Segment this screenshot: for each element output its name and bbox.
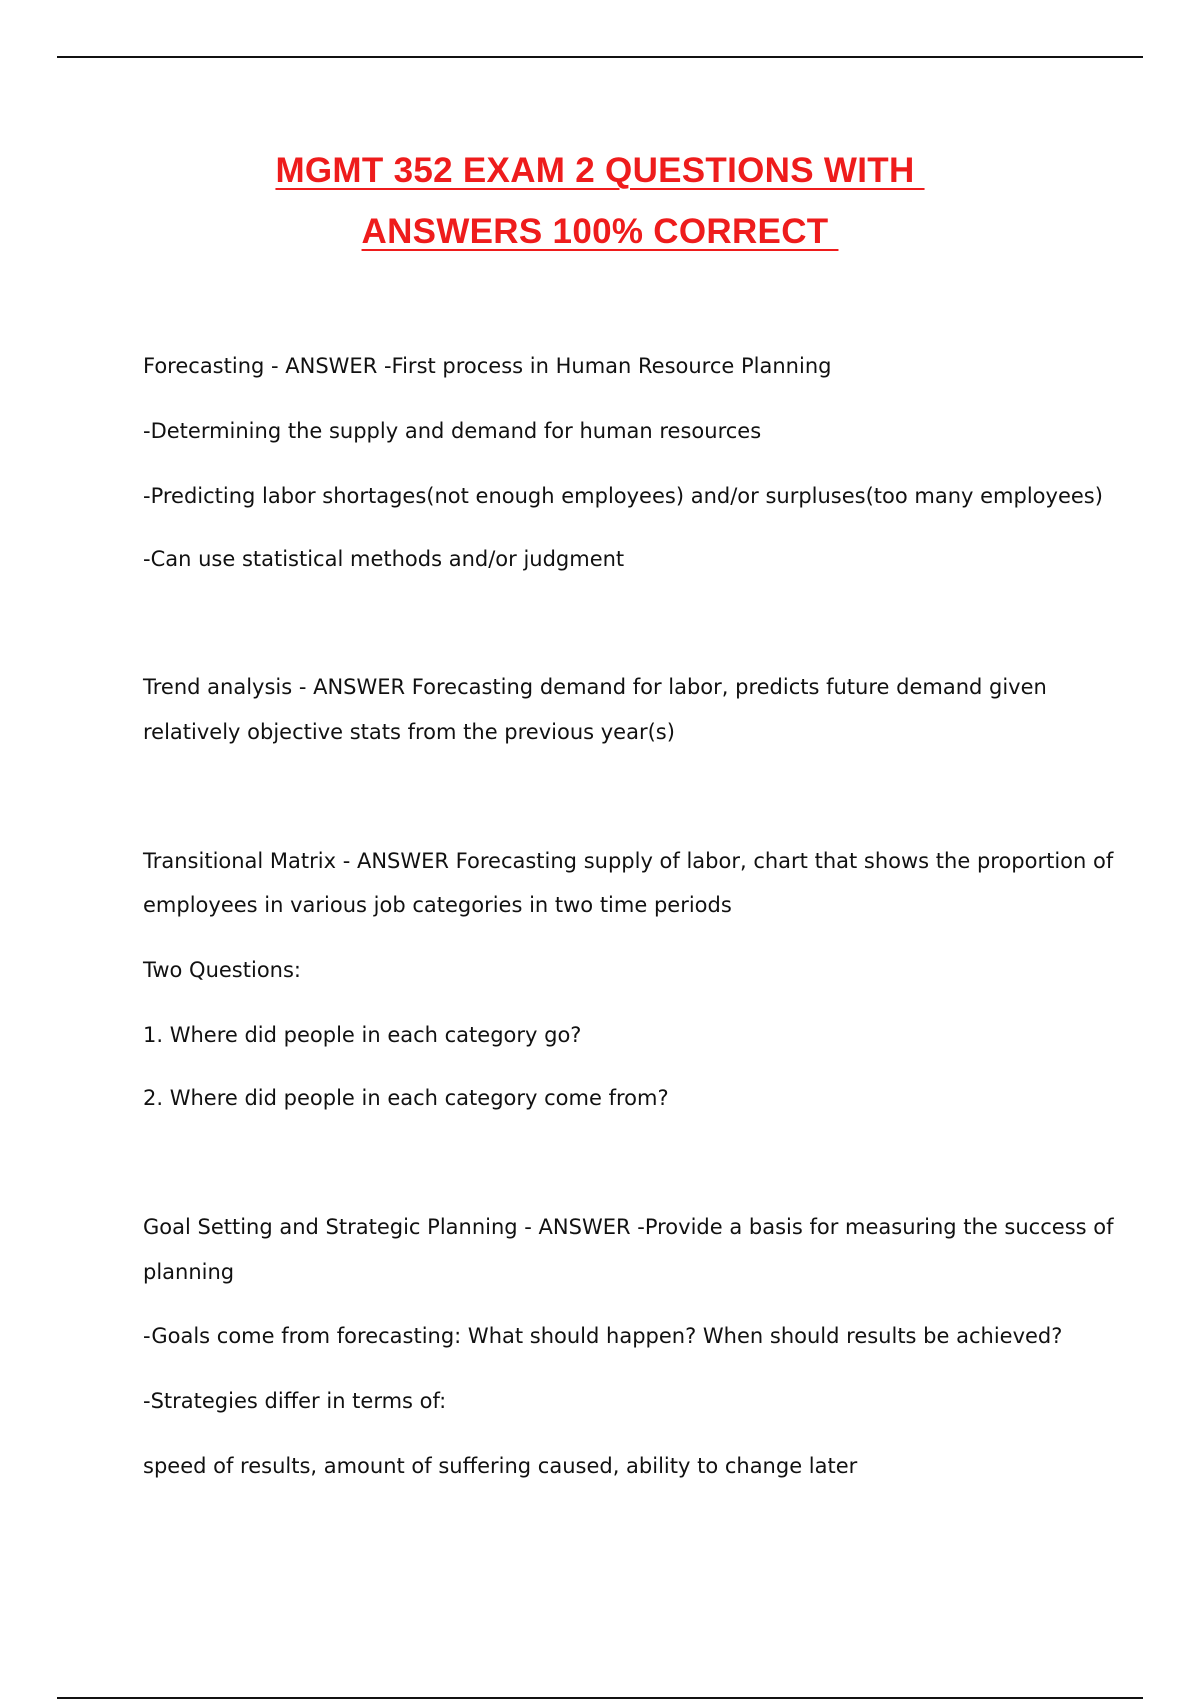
entry-line: 2. Where did people in each category come from? (143, 1086, 669, 1110)
top-rule (57, 56, 1143, 58)
entry-line: Goal Setting and Strategic Planning - ANSWER -Provide a basis for measuring the success of (143, 1215, 1114, 1239)
entry-line: Transitional Matrix - ANSWER Forecasting supply of labor, chart that shows the proportion of (143, 849, 1114, 873)
entry-line: -Goals come from forecasting: What should happen? When should results be achieved? (143, 1324, 1063, 1348)
title-line-1: MGMT 352 EXAM 2 QUESTIONS WITH (275, 151, 925, 190)
entry-line: Two Questions: (143, 958, 301, 982)
entry-line: employees in various job categories in two time periods (143, 893, 732, 917)
entry-line: -Predicting labor shortages(not enough employees) and/or surpluses(too many employees) (143, 484, 1103, 508)
document-title (0, 140, 1200, 262)
entry-line: -Determining the supply and demand for human resources (143, 419, 762, 443)
entry-line: planning (143, 1260, 235, 1284)
bottom-rule (57, 1697, 1143, 1699)
entry-line: Trend analysis - ANSWER Forecasting demand for labor, predicts future demand given (143, 675, 1047, 699)
entry-line: speed of results, amount of suffering caused, ability to change later (143, 1454, 858, 1478)
entry-line: Forecasting - ANSWER -First process in Human Resource Planning (143, 354, 832, 378)
entry-line: -Strategies differ in terms of: (143, 1389, 447, 1413)
title-line-2: ANSWERS 100% CORRECT (361, 212, 839, 251)
entry-line: 1. Where did people in each category go? (143, 1023, 582, 1047)
entry-line: relatively objective stats from the previous year(s) (143, 720, 675, 744)
entry-line: -Can use statistical methods and/or judgment (143, 547, 625, 571)
